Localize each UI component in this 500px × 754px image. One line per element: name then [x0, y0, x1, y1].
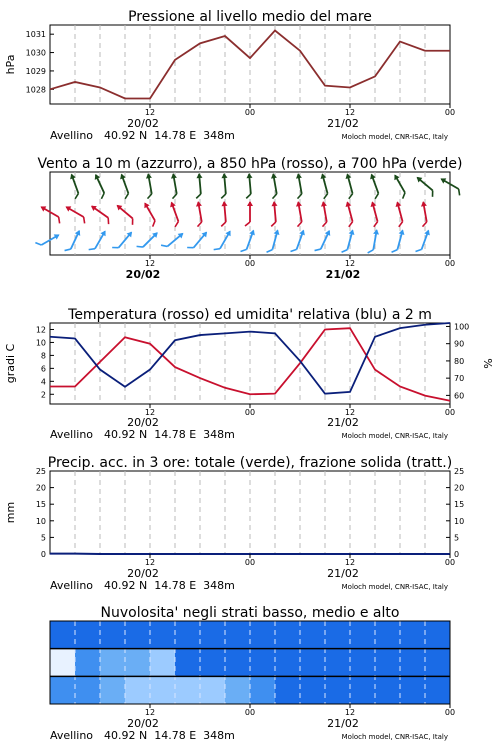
cloud-cell-basso [100, 676, 126, 704]
barb-head [93, 173, 101, 180]
cloud-cell-alto [225, 621, 251, 649]
barb-head [145, 173, 152, 179]
panel-title: Precip. acc. in 3 ore: totale (verde), frazione solida (tratt.) [48, 455, 452, 471]
wind-barb-700hPa [438, 176, 464, 195]
model-credit: Moloch model, CNR-ISAC, Italy [342, 733, 448, 741]
date-label: 20/02 [126, 268, 161, 281]
barb-flag [197, 222, 203, 227]
cloud-cell-alto [200, 621, 226, 649]
cloud-cell-medio [425, 649, 451, 677]
time-tick-label: 12 [345, 558, 355, 567]
date-label: 20/02 [127, 416, 159, 429]
barb-flag [422, 222, 428, 227]
wind-barb-850hPa [38, 204, 64, 223]
y-axis-label: gradi C [4, 343, 17, 383]
cloud-cell-basso [175, 676, 201, 704]
y-tick-label: 1028 [26, 85, 46, 94]
cloud-cell-medio [175, 649, 201, 677]
barb-flag [315, 247, 321, 253]
y2-axis-label: % [482, 358, 495, 368]
y2-tick-label: 80 [454, 357, 464, 366]
location-name: Avellino [50, 579, 93, 592]
barb-head [271, 201, 277, 207]
y2-tick-label: 90 [454, 340, 464, 349]
barb-flag [271, 222, 276, 226]
y-axis-label: mm [4, 502, 17, 523]
cloud-cell-medio [375, 649, 401, 677]
barb-flag [137, 244, 143, 250]
barb-head [64, 204, 71, 212]
location-coords: 40.92 N 14.78 E 348m [104, 729, 235, 742]
barb-flag [89, 246, 95, 252]
location-coords: 40.92 N 14.78 E 348m [104, 129, 235, 142]
cloud-cell-medio [275, 649, 301, 677]
wind-barb-700hPa [413, 175, 437, 197]
location-name: Avellino [50, 729, 93, 742]
time-tick-label: 12 [145, 259, 155, 268]
cloud-cell-medio [250, 649, 276, 677]
cloud-cell-basso [375, 676, 401, 704]
barb-flag [368, 249, 374, 254]
wind-barb-700hPa [219, 173, 229, 199]
barb-head [246, 173, 252, 179]
cloud-cell-medio [75, 649, 101, 677]
time-tick-label: 12 [345, 108, 355, 117]
wind-barb-10m [89, 228, 108, 254]
barb-flag [129, 218, 135, 224]
cloud-cell-basso [275, 676, 301, 704]
wind-barb-850hPa [167, 201, 183, 227]
y-tick-label: 2 [41, 390, 46, 399]
barb-flag [241, 248, 247, 253]
y-tick-label: 6 [41, 364, 46, 373]
date-label: 21/02 [327, 117, 359, 130]
barb-head [196, 173, 202, 179]
wind-barb-700hPa [168, 173, 180, 199]
barb-flag [348, 222, 354, 227]
time-tick-label: 00 [245, 708, 255, 717]
wind-barb-10m [137, 229, 160, 252]
barb-flag [342, 248, 348, 253]
barb-flag [322, 222, 328, 227]
cloud-cell-basso [125, 676, 151, 704]
barb-head [225, 229, 233, 236]
barb-flag [291, 248, 297, 253]
model-credit: Moloch model, CNR-ISAC, Italy [342, 432, 448, 440]
barb-flag [161, 243, 167, 249]
time-tick-label: 12 [145, 708, 155, 717]
date-label: 20/02 [127, 717, 159, 730]
barb-head [247, 201, 253, 206]
cloud-cell-alto [275, 621, 301, 649]
y2-tick-label: 5 [454, 533, 459, 542]
barb-flag [214, 246, 220, 252]
y2-tick-label: 25 [454, 467, 464, 476]
date-label: 21/02 [326, 268, 361, 281]
barb-flag [245, 222, 250, 226]
cloud-cell-medio [100, 649, 126, 677]
model-credit: Moloch model, CNR-ISAC, Italy [342, 133, 448, 141]
barb-flag [187, 244, 193, 250]
cloud-cell-alto [50, 621, 76, 649]
panel-title: Pressione al livello medio del mare [128, 9, 372, 25]
barb-head [392, 173, 400, 180]
barb-flag [100, 193, 106, 199]
wind-barb-10m [342, 228, 356, 254]
wind-barb-700hPa [293, 173, 305, 199]
barb-flag [221, 194, 226, 198]
cloud-cell-alto [400, 621, 426, 649]
y2-tick-label: 20 [454, 484, 464, 493]
cloud-cell-medio [125, 649, 151, 677]
wind-barb-850hPa [63, 204, 89, 223]
barb-flag [398, 222, 404, 227]
barb-flag [246, 194, 251, 198]
barb-flag [112, 244, 118, 250]
cloud-cell-basso [200, 676, 226, 704]
cloud-cell-basso [225, 676, 251, 704]
wind-barb-700hPa [268, 173, 280, 199]
y-tick-label: 10 [36, 338, 46, 347]
time-tick-label: 00 [445, 558, 455, 567]
y-tick-label: 1031 [26, 30, 46, 39]
y-tick-label: 1030 [26, 49, 46, 58]
location-name: Avellino [50, 428, 93, 441]
wind-barb-850hPa [88, 203, 113, 224]
wind-barb-850hPa [245, 201, 253, 226]
time-tick-label: 00 [245, 558, 255, 567]
barb-flag [401, 193, 407, 199]
time-tick-label: 12 [345, 708, 355, 717]
wind-barb-850hPa [269, 201, 279, 227]
barb-flag [81, 217, 87, 223]
location-coords: 40.92 N 14.78 E 348m [104, 428, 235, 441]
barb-flag [65, 247, 71, 253]
y-tick-label: 4 [41, 377, 46, 386]
time-tick-label: 12 [345, 408, 355, 417]
cloud-cell-basso [425, 676, 451, 704]
cloud-cell-basso [350, 676, 376, 704]
y-tick-label: 12 [36, 325, 46, 334]
barb-head [295, 201, 302, 207]
wind-barb-10m [112, 228, 134, 252]
wind-barb-10m [267, 228, 281, 254]
cloud-cell-medio [325, 649, 351, 677]
wind-barb-10m [187, 228, 209, 252]
y2-tick-label: 15 [454, 500, 464, 509]
wind-barb-10m [392, 228, 406, 254]
wind-barb-700hPa [342, 173, 356, 199]
date-label: 21/02 [327, 717, 359, 730]
wind-barb-850hPa [318, 201, 330, 227]
barb-head [100, 229, 108, 236]
cloud-cell-alto [150, 621, 176, 649]
wind-barb-10m [315, 228, 333, 254]
cloud-cell-medio [150, 649, 176, 677]
barb-flag [196, 194, 201, 198]
model-credit: Moloch model, CNR-ISAC, Italy [342, 583, 448, 591]
wind-barb-850hPa [219, 201, 229, 227]
wind-barb-10m [291, 228, 307, 254]
barb-flag [35, 241, 41, 247]
wind-barb-700hPa [317, 173, 331, 199]
time-tick-label: 12 [145, 408, 155, 417]
cloud-cell-alto [175, 621, 201, 649]
wind-barb-850hPa [392, 201, 406, 227]
cloud-cell-basso [50, 676, 76, 704]
barb-head [420, 201, 427, 207]
time-tick-label: 00 [445, 108, 455, 117]
barb-head [270, 173, 277, 179]
cloud-cell-medio [200, 649, 226, 677]
date-label: 21/02 [327, 416, 359, 429]
date-label: 20/02 [127, 117, 159, 130]
barb-head [325, 229, 333, 236]
barb-flag [429, 190, 435, 196]
cloud-cell-alto [375, 621, 401, 649]
y-tick-label: 0 [41, 550, 46, 559]
barb-head [195, 201, 202, 207]
barb-head [75, 229, 83, 236]
barb-flag [456, 189, 462, 195]
time-tick-label: 00 [245, 108, 255, 117]
cloud-cell-medio [300, 649, 326, 677]
cloud-cell-alto [250, 621, 276, 649]
y-tick-label: 25 [36, 467, 46, 476]
y-axis-label: hPa [4, 55, 17, 75]
barb-head [39, 204, 46, 212]
wind-barb-10m [35, 230, 61, 249]
barb-head [142, 201, 150, 208]
barb-flag [151, 221, 157, 227]
wind-barb-700hPa [143, 173, 155, 199]
barb-head [54, 232, 61, 240]
cloud-cell-basso [325, 676, 351, 704]
wind-barb-850hPa [113, 203, 137, 225]
wind-barb-850hPa [418, 201, 430, 227]
wind-barb-10m [241, 228, 257, 254]
barb-flag [392, 248, 398, 253]
cloud-cell-basso [75, 676, 101, 704]
barb-flag [348, 194, 354, 199]
cloud-cell-basso [150, 676, 176, 704]
cloud-cell-alto [125, 621, 151, 649]
y-tick-label: 8 [41, 351, 46, 360]
wind-barb-850hPa [193, 201, 205, 227]
y2-tick-label: 0 [454, 550, 459, 559]
time-tick-label: 12 [145, 108, 155, 117]
barb-head [221, 201, 227, 207]
cloud-cell-medio [50, 649, 76, 677]
barb-flag [297, 222, 303, 227]
cloud-cell-alto [325, 621, 351, 649]
cloud-cell-alto [100, 621, 126, 649]
cloud-cell-medio [350, 649, 376, 677]
wind-barb-850hPa [140, 201, 159, 227]
date-label: 20/02 [127, 567, 159, 580]
wind-barb-10m [368, 228, 380, 254]
panel-title: Temperatura (rosso) ed umidita' relativa (blu) a 2 m [67, 307, 432, 323]
time-tick-label: 12 [145, 558, 155, 567]
wind-barb-10m [161, 229, 185, 251]
panel-title: Vento a 10 m (azzurro), a 850 hPa (rosso), a 700 hPa (verde) [37, 156, 462, 172]
y-tick-label: 15 [36, 500, 46, 509]
y-tick-label: 10 [36, 517, 46, 526]
y-tick-label: 1029 [26, 67, 46, 76]
wind-barb-850hPa [342, 201, 356, 227]
wind-barb-10m [214, 228, 233, 254]
cloud-cell-basso [300, 676, 326, 704]
wind-barb-700hPa [194, 173, 204, 199]
barb-flag [416, 248, 422, 253]
barb-head [170, 173, 177, 179]
wind-barb-10m [416, 228, 432, 254]
barb-head [373, 229, 380, 235]
barb-head [439, 176, 446, 184]
cloud-cell-basso [400, 676, 426, 704]
wind-barb-10m [65, 228, 83, 254]
barb-flag [323, 194, 329, 199]
y-tick-label: 20 [36, 484, 46, 493]
panel-title: Nuvolosita' negli strati basso, medio e alto [101, 605, 400, 621]
time-tick-label: 00 [445, 259, 455, 268]
location-coords: 40.92 N 14.78 E 348m [104, 579, 235, 592]
cloud-cell-basso [250, 676, 276, 704]
wind-barb-850hPa [367, 201, 381, 227]
barb-flag [56, 217, 62, 223]
cloud-cell-alto [425, 621, 451, 649]
barb-flag [221, 222, 226, 226]
time-tick-label: 00 [445, 408, 455, 417]
y2-tick-label: 10 [454, 517, 464, 526]
wind-barb-700hPa [244, 173, 254, 199]
barb-head [320, 201, 327, 207]
y2-tick-label: 100 [454, 322, 469, 331]
location-name: Avellino [50, 129, 93, 142]
cloud-cell-alto [300, 621, 326, 649]
cloud-cell-medio [225, 649, 251, 677]
barb-head [295, 173, 302, 179]
y2-tick-label: 70 [454, 374, 464, 383]
time-tick-label: 00 [245, 408, 255, 417]
date-label: 21/02 [327, 567, 359, 580]
y2-tick-label: 60 [454, 391, 464, 400]
time-tick-label: 00 [245, 259, 255, 268]
time-tick-label: 00 [445, 708, 455, 717]
barb-head [221, 173, 227, 179]
wind-barb-850hPa [293, 201, 305, 227]
barb-flag [105, 218, 111, 224]
cloud-cell-alto [350, 621, 376, 649]
cloud-cell-medio [400, 649, 426, 677]
barb-flag [373, 222, 379, 227]
y-tick-label: 5 [41, 533, 46, 542]
barb-flag [267, 248, 273, 253]
time-tick-label: 12 [345, 259, 355, 268]
cloud-cell-alto [75, 621, 101, 649]
